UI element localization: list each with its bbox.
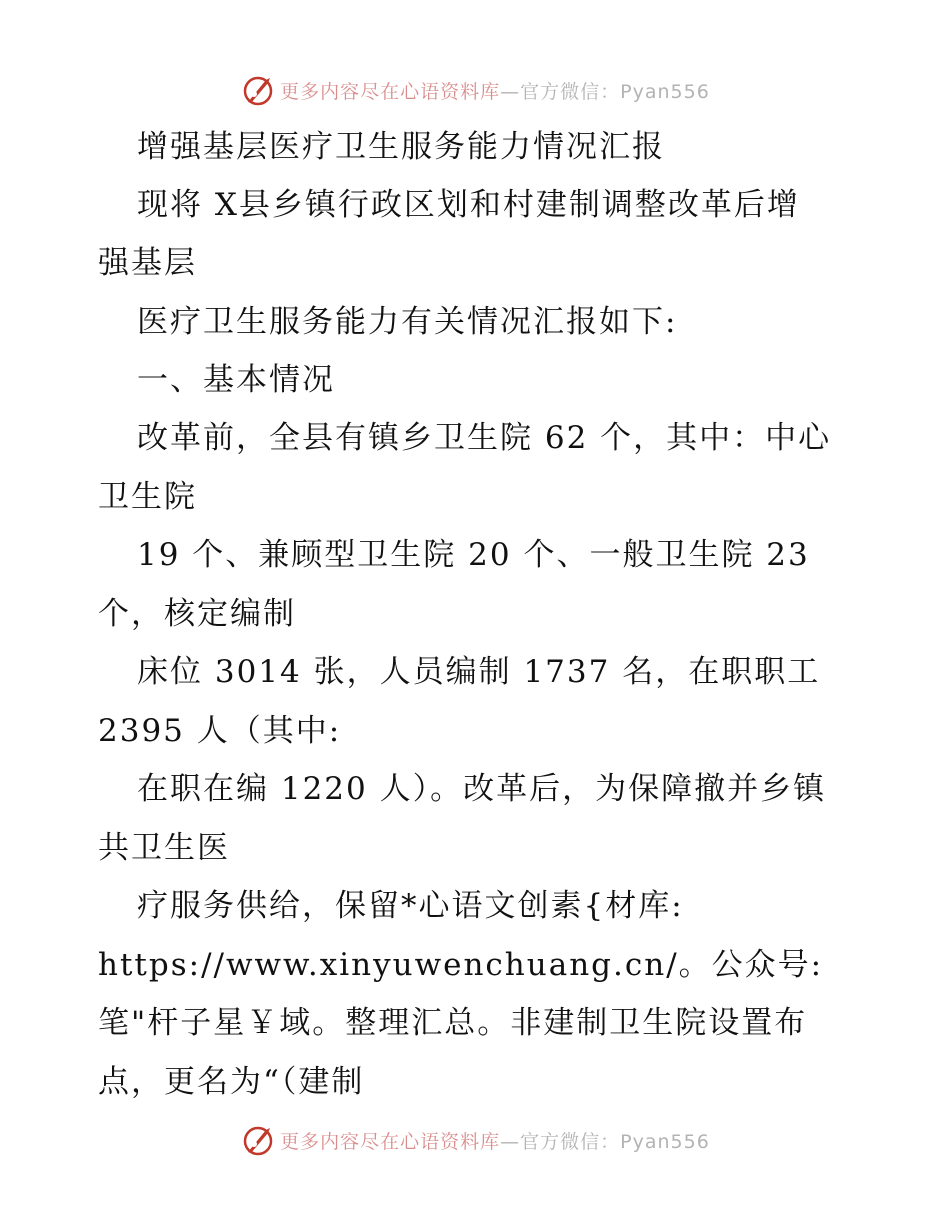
paragraph-line: 点，更名为“（建制	[98, 1064, 365, 1100]
quill-pen-seal-icon	[240, 72, 276, 108]
paragraph-line: 共卫生医	[98, 830, 230, 866]
watermark-wechat-text: 官方微信：Pyan556	[520, 80, 710, 103]
paragraph-line: 现将 X县乡镇行政区划和村建制调整改革后增	[137, 187, 800, 223]
quill-pen-seal-icon	[240, 1122, 276, 1158]
watermark-dash: —	[500, 1130, 521, 1153]
paragraph-line: 强基层	[98, 245, 197, 281]
section-heading: 一、基本情况	[137, 362, 335, 398]
paragraph-line: 疗服务供给，保留*心语文创素{材库:	[137, 888, 684, 924]
document-title: 增强基层医疗卫生服务能力情况汇报	[137, 129, 665, 165]
paragraph-line: 2395 人（其中:	[98, 713, 342, 749]
paragraph-line: 笔"杆子星￥域。整理汇总。非建制卫生院设置布	[98, 1005, 808, 1041]
watermark-dash: —	[500, 80, 521, 103]
watermark-main-text: 更多内容尽在心语资料库	[280, 1130, 501, 1153]
paragraph-line: 床位 3014 张，人员编制 1737 名，在职职工	[137, 654, 821, 690]
footer-watermark	[0, 1120, 950, 1160]
paragraph-line: 个，核定编制	[98, 596, 296, 632]
watermark-wechat-text: 官方微信：Pyan556	[520, 1130, 710, 1153]
paragraph-line: https://www.xinyuwenchuang.cn/。公众号:	[98, 947, 824, 983]
watermark-main-text: 更多内容尽在心语资料库	[280, 80, 501, 103]
paragraph-line: 19 个、兼顾型卫生院 20 个、一般卫生院 23	[137, 537, 810, 573]
header-watermark	[0, 70, 950, 110]
paragraph-line: 医疗卫生服务能力有关情况汇报如下:	[137, 304, 678, 340]
paragraph-line: 改革前，全县有镇乡卫生院 62 个，其中：中心	[137, 420, 832, 456]
paragraph-line: 在职在编 1220 人）。改革后，为保障撤并乡镇	[137, 771, 827, 807]
paragraph-line: 卫生院	[98, 479, 197, 515]
